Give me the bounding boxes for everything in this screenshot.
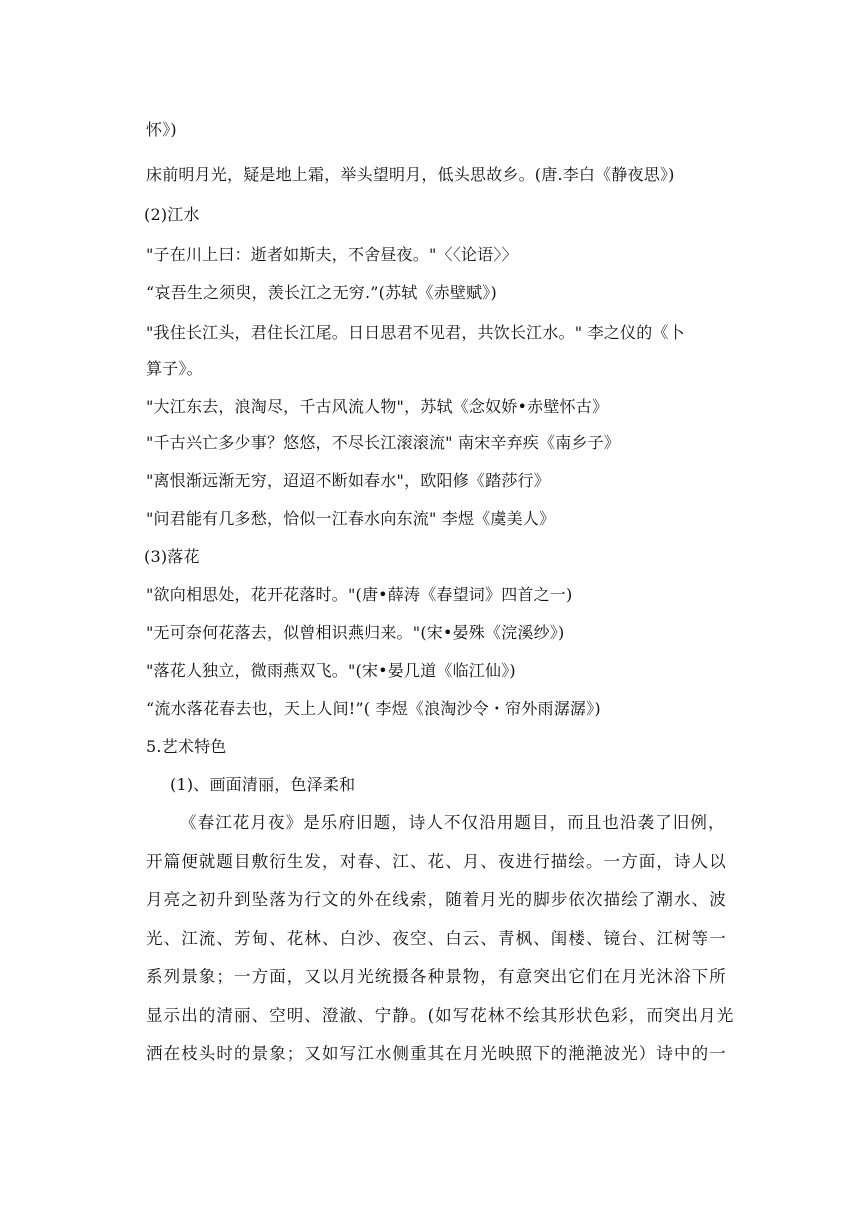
text-line-quote-huanxisha: "无可奈何花落去，似曾相识燕归来。"(宋•晏殊《浣溪纱》) bbox=[146, 623, 565, 642]
text-line-quote-chunwangci: "欲向相思处，花开花落时。"(唐•薛涛《春望词》四首之一) bbox=[146, 585, 573, 604]
section-heading-luohua: (3)落花 bbox=[144, 547, 200, 566]
paragraph-line: 光、江流、芳甸、花林、白沙、夜空、白云、青枫、闺楼、镜台、江树等一 bbox=[146, 929, 727, 948]
text-line-quote-langtaosha: “流水落花春去也，天上人间!”( 李煜《浪淘沙令・帘外雨潺潺》) bbox=[146, 699, 601, 718]
paragraph-line: 开篇便就题目敷衍生发，对春、江、花、月、夜进行描绘。一方面，诗人以 bbox=[146, 852, 727, 871]
paragraph-line: 月亮之初升到坠落为行文的外在线索，随着月光的脚步依次描绘了潮水、波 bbox=[146, 890, 727, 909]
paragraph-line: 系列景象；一方面，又以月光统摄各种景物，有意突出它们在月光沐浴下所 bbox=[146, 967, 727, 986]
text-line-quote-tasuoxing: "离恨渐远渐无穷，迢迢不断如春水"，欧阳修《踏莎行》 bbox=[146, 471, 550, 490]
section-heading-jiangshui: (2)江水 bbox=[144, 205, 200, 224]
text-line-quote-libai: 床前明月光，疑是地上霜，举头望明月，低头思故乡。(唐.李白《静夜思》) bbox=[146, 165, 675, 184]
subsection-heading-huamian: (1)、画面清丽，色泽柔和 bbox=[170, 775, 356, 794]
paragraph-line: 《春江花月夜》是乐府旧题，诗人不仅沿用题目，而且也沿袭了旧例， bbox=[180, 813, 726, 832]
text-line-quote-lizhiyi: "我住长江头，君住长江尾。日日思君不见君，共饮长江水。" 李之仪的《卜 bbox=[146, 323, 685, 342]
text-line-continuation: 怀》) bbox=[146, 120, 177, 139]
paragraph-line: 洒在枝头时的景象；又如写江水侧重其在月光映照下的滟滟波光）诗中的一 bbox=[146, 1044, 727, 1063]
paragraph-line: 显示出的清丽、空明、澄澈、宁静。(如写花林不绘其形状色彩，而突出月光 bbox=[146, 1006, 735, 1025]
text-line-quote-lunyu: "子在川上曰：逝者如斯夫，不舍昼夜。"〈〈论语〉〉 bbox=[146, 245, 518, 264]
text-line-quote-linjiangxian: "落花人独立，微雨燕双飞。"(宋•晏几道《临江仙》) bbox=[146, 661, 516, 680]
text-line-quote-lizhiyi-cont: 算子》。 bbox=[146, 359, 203, 378]
text-line-quote-chibifu: “哀吾生之须臾，羡长江之无穷.”(苏轼《赤壁赋》) bbox=[146, 283, 497, 302]
text-line-quote-nanxiangzi: "千古兴亡多少事？悠悠，不尽长江滚滚流" 南宋辛弃疾《南乡子》 bbox=[146, 433, 621, 452]
text-line-quote-niannujiao: "大江东去，浪淘尽，千古风流人物"，苏轼《念奴娇•赤壁怀古》 bbox=[146, 397, 609, 416]
text-line-quote-yumeiren: "问君能有几多愁，恰似一江春水向东流" 李煜《虞美人》 bbox=[146, 509, 556, 528]
section-heading-art-features: 5.艺术特色 bbox=[146, 737, 227, 756]
